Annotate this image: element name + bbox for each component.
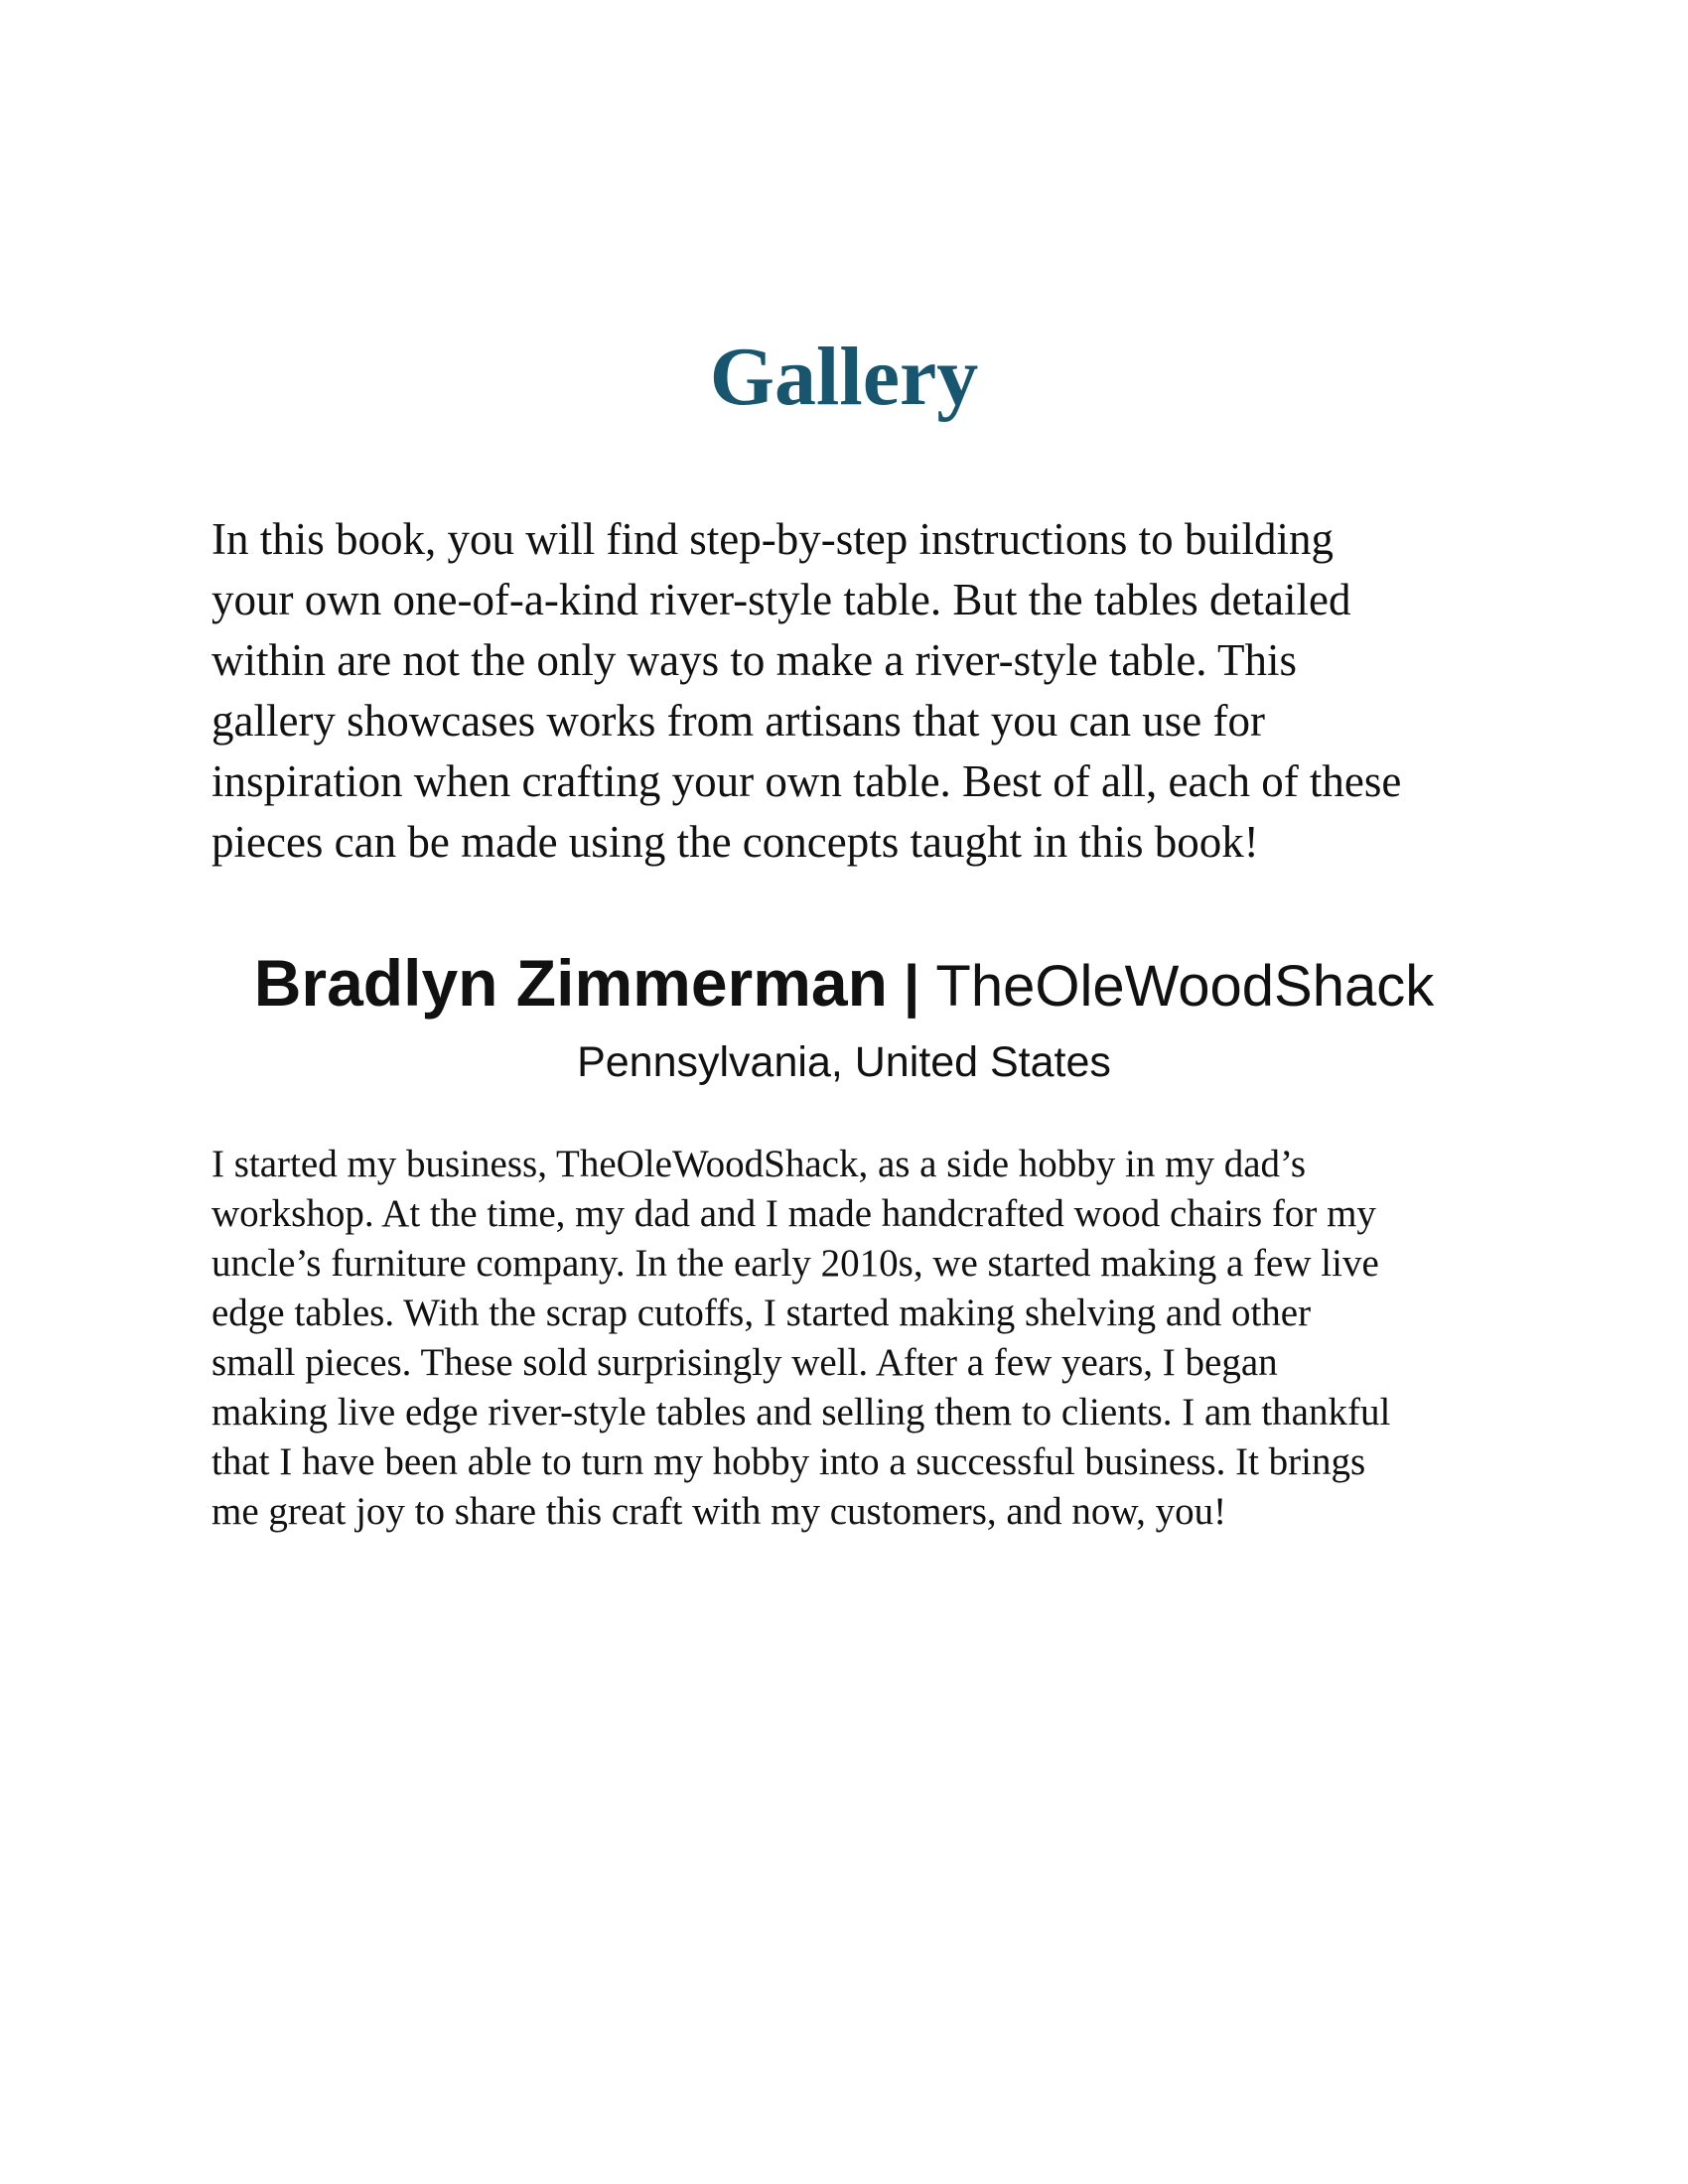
intro-line: pieces can be made using the concepts taught in this book! [211, 817, 1259, 867]
intro-line: within are not the only ways to make a river-style table. This [211, 635, 1297, 685]
bio-line: edge tables. With the scrap cutoffs, I started making shelving and other [211, 1292, 1312, 1334]
bio-line: that I have been able to turn my hobby into a successful business. It brings [211, 1440, 1366, 1483]
artist-name: Bradlyn Zimmerman [253, 946, 888, 1020]
artist-heading [0, 943, 1688, 1038]
intro-line: your own one-of-a-kind river-style table. But the tables detailed [211, 575, 1351, 624]
page-title: Gallery [709, 331, 979, 423]
bio-line: small pieces. These sold surprisingly well. After a few years, I began [211, 1341, 1278, 1384]
artist-shop-name: TheOleWoodShack [935, 954, 1435, 1019]
intro-line: gallery showcases works from artisans that you can use for [211, 696, 1265, 746]
artist-separator: | [887, 954, 936, 1019]
bio-line: uncle’s furniture company. In the early 2010s, we started making a few live [211, 1242, 1379, 1285]
artist-bio-paragraph [211, 1140, 1502, 1537]
bio-line: workshop. At the time, my dad and I made handcrafted wood chairs for my [211, 1192, 1376, 1235]
bio-line: me great joy to share this craft with my customers, and now, you! [211, 1490, 1227, 1533]
artist-location: Pennsylvania, United States [577, 1038, 1111, 1086]
intro-line: In this book, you will find step-by-step instructions to building [211, 514, 1334, 564]
intro-line: inspiration when crafting your own table. Best of all, each of these [211, 756, 1402, 806]
bio-line: making live edge river-style tables and selling them to clients. I am thankful [211, 1391, 1391, 1433]
intro-paragraph [211, 509, 1492, 873]
bio-line: I started my business, TheOleWoodShack, as a side hobby in my dad’s [211, 1143, 1307, 1185]
